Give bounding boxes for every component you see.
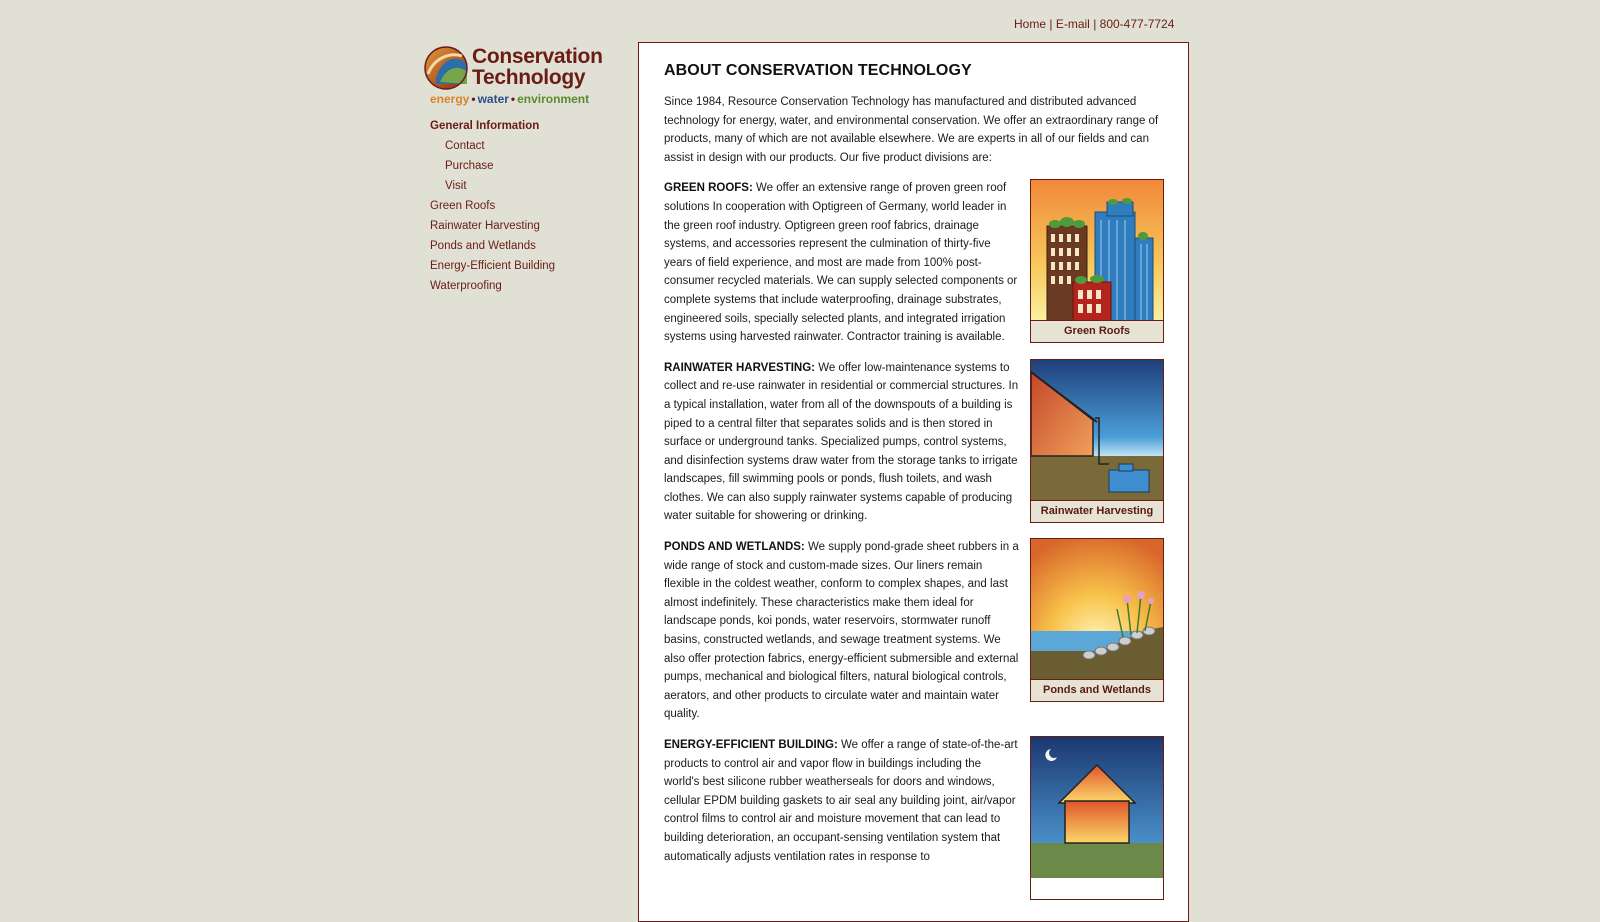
rainwater-harvesting-illustration [1031,360,1163,501]
green-roofs-image[interactable] [1030,179,1164,343]
sidebar-item-waterproofing[interactable]: Waterproofing [430,280,502,292]
rainwater-harvesting-image[interactable] [1030,359,1164,523]
energy-efficient-building-illustration [1031,737,1163,878]
separator: | [1093,17,1097,31]
division-ponds-and-wetlands [664,538,1166,724]
division-heading: GREEN ROOFS: [664,182,753,195]
image-caption: Rainwater Harvesting [1031,500,1163,522]
logo[interactable] [422,42,607,110]
logo-globe-icon [422,44,470,92]
separator: | [1049,17,1053,31]
page-title: ABOUT CONSERVATION TECHNOLOGY [664,62,972,79]
logo-name-line2: Technology [472,66,586,89]
logo-tagline [430,92,589,106]
content-panel [638,42,1189,922]
sidebar-item-visit[interactable]: Visit [445,180,467,192]
image-caption: Ponds and Wetlands [1031,679,1163,701]
division-body: We offer a range of state-of-the-art products to control air and vapor flow in buildings including the world's best silicone rubber weatherseals for doors and windows, cellular EPDM building gaskets to air seal any building joint, air/vapor control films to control air and moisture movement that can lead to building deterioration, an occupant-sensing ventilation system that automatically adjusts ventilation rates in response to [664,739,1018,863]
email-link[interactable]: E-mail [1055,17,1090,31]
division-text [664,736,1019,866]
sidebar-item-ponds-and-wetlands[interactable]: Ponds and Wetlands [430,240,536,252]
division-body: We offer an extensive range of proven green roof solutions In cooperation with Optigreen of Germany, world leader in the green roof industry. Optigreen green roof fabrics, drainage systems, and accessories represent the culmination of thirty-five years of field experience, and most are made from 100% post-consumer recycled materials. We can supply selected components or complete systems that include waterproofing, drainage substrates, engineered soils, specially selected plants, and integrated irrigation systems using harvested rainwater. Contractor training is available. [664,182,1018,344]
sidebar-nav [430,116,620,296]
ponds-and-wetlands-illustration [1031,539,1163,680]
division-text [664,538,1019,724]
sidebar-item-green-roofs[interactable]: Green Roofs [430,200,496,212]
division-green-roofs [664,179,1166,346]
intro-paragraph: Since 1984, Resource Conservation Technology has manufactured and distributed advanced technology for energy, water, and environmental conservation. We offer an extraordinary range of products, many of which are not available elsewhere. We are experts in all of our fields and can assist in design with our products. Our five product divisions are: [664,96,1159,164]
energy-efficient-building-image[interactable] [1030,736,1164,900]
division-body: We offer low-maintenance systems to collect and re-use rainwater in residential or commercial structures. In a typical installation, water from all of the downspouts of a building is piped to a central filter that separates solids and is then stored in surface or underground tanks. Specialized pumps, control systems, and disinfection systems draw water from the storage tanks to irrigate landscapes, fill swimming pools or ponds, flush toilets, and wash clothes. We can also supply rainwater systems capable of producing water suitable for showering or drinking. [664,361,1019,523]
tag-energy: energy [430,92,470,106]
ponds-and-wetlands-image[interactable] [1030,538,1164,702]
logo-name-line1: Conservation [472,45,603,68]
green-roofs-illustration [1031,180,1163,321]
division-body: We supply pond-grade sheet rubbers in a wide range of stock and custom-made sizes. Our liners remain flexible in the coldest weather, conform to complex shapes, and last almost indefinitely. These characteristics make them ideal for landscape ponds, koi ponds, water reservoirs, stormwater runoff basins, constructed wetlands, and sewage treatment systems. We also offer protection fabrics, energy-efficient submersible and external pumps, mechanical and biological filters, natural biological controls, aerators, and other products to circulate water and maintain water quality. [664,541,1019,721]
tag-dot: • [471,92,476,106]
sidebar-item-general-information[interactable]: General Information [430,120,540,132]
division-energy-efficient-building [664,736,1166,902]
home-link[interactable]: Home [1014,17,1047,31]
tag-water: water [477,92,509,106]
division-text [664,359,1019,526]
division-heading: PONDS AND WETLANDS: [664,541,805,554]
sidebar-item-purchase[interactable]: Purchase [445,160,494,172]
top-links [1014,17,1174,31]
tag-dot: • [510,92,516,106]
tag-environment: environment [517,92,590,106]
division-heading: RAINWATER HARVESTING: [664,361,815,374]
sidebar-item-rainwater-harvesting[interactable]: Rainwater Harvesting [430,220,540,232]
division-text [664,179,1019,346]
image-caption: Green Roofs [1031,320,1163,342]
sidebar-item-contact[interactable]: Contact [445,140,485,152]
division-heading: ENERGY-EFFICIENT BUILDING: [664,739,838,751]
division-rainwater-harvesting [664,359,1166,526]
sidebar-item-energy-efficient-building[interactable]: Energy-Efficient Building [430,260,556,272]
phone-link[interactable]: 800-477-7724 [1099,17,1175,31]
